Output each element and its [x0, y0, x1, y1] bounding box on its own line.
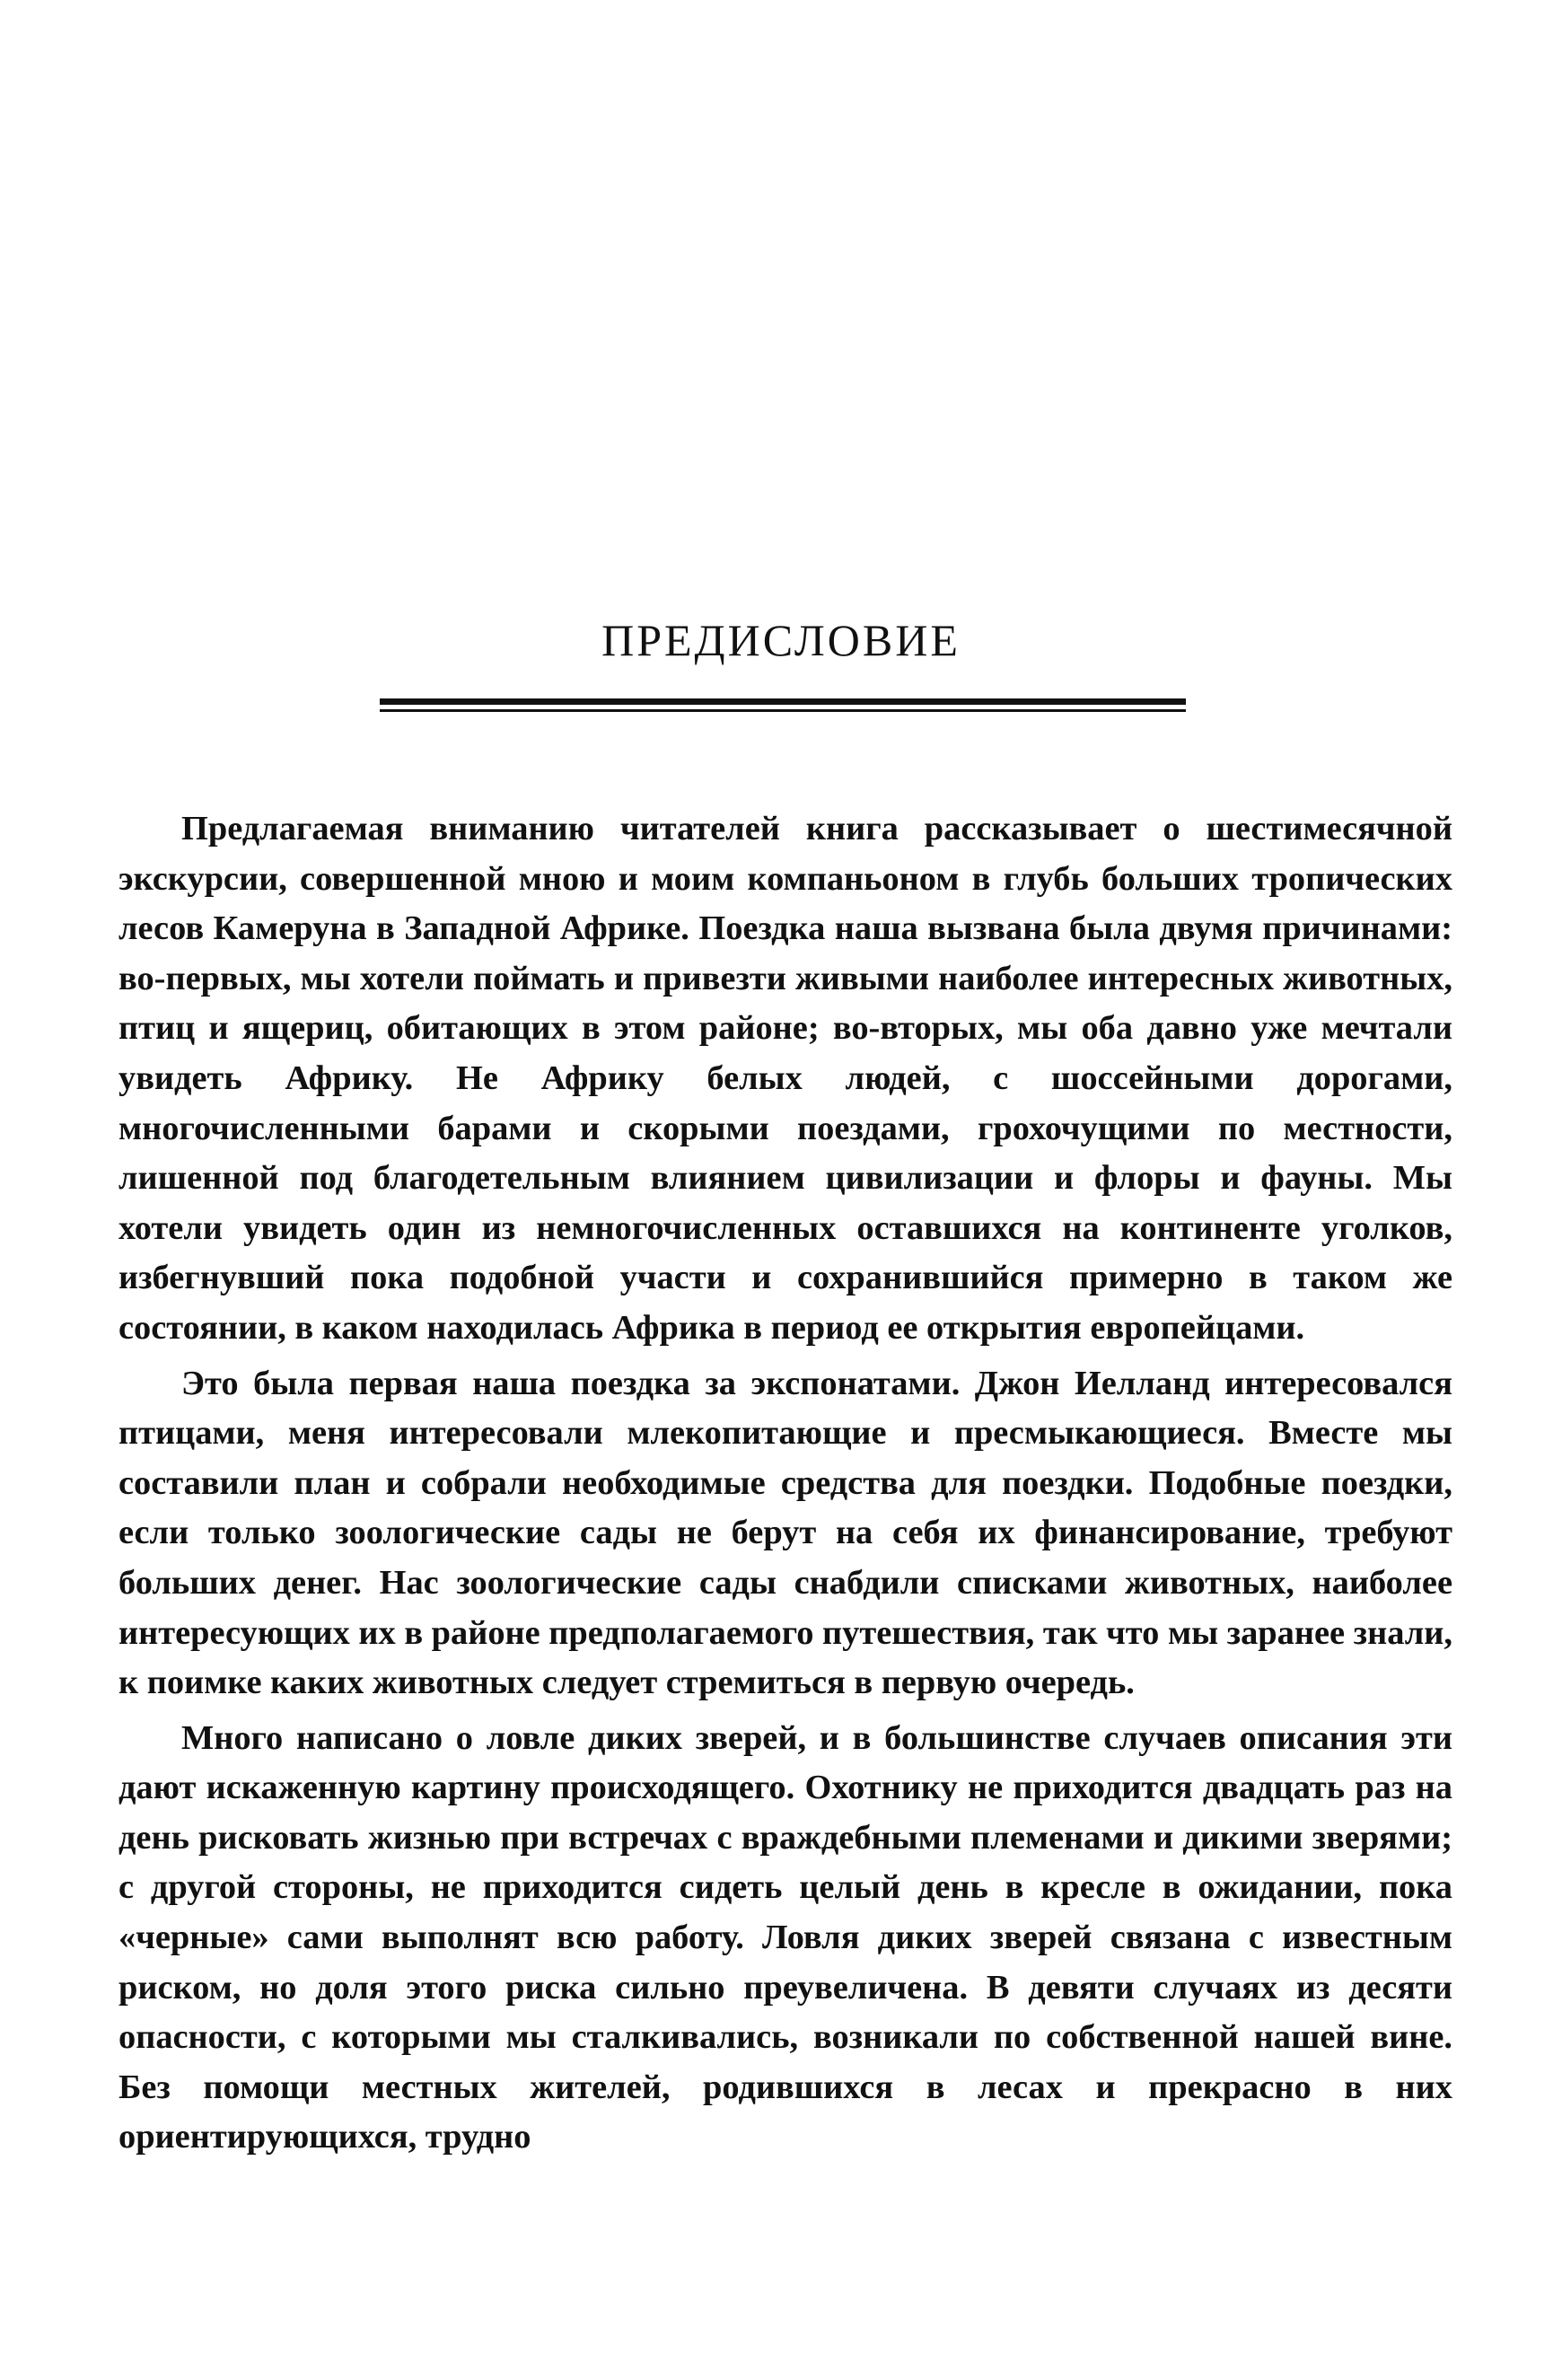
paragraph: Это была первая наша поездка за экспонатами. Джон Иелланд интересовался птицами, меня интересовали млекопитающие и пресмыкающиеся. Вместе мы составили план и собрали необходимые средства для поездки. Подобные поездки, если только зоологические сады не берут на себя их финансирование, требуют больших денег. Нас зоологические сады снабдили списками животных, наиболее интересующих их в районе предполагаемого путешествия, так что мы заранее знали, к поимке каких животных следует стремиться в первую очередь.	[118, 1364, 1452, 1702]
title-double-rule	[380, 698, 1186, 715]
rule-thick-line	[380, 698, 1186, 705]
rule-thin-line	[380, 709, 1186, 712]
paragraph: Предлагаемая вниманию читателей книга рассказывает о шестимесячной экскурсии, совершенной мною и моим компаньоном в глубь больших тропических лесов Камеруна в Западной Африке. Поездка наша вызвана была двумя причинами: во-первых, мы хотели поймать и привезти живыми наиболее интересных животных, птиц и ящериц, обитающих в этом районе; во-вторых, мы оба давно уже мечтали увидеть Африку. Не Африку белых людей, с шоссейными дорогами, многочисленными барами и скорыми поездами, грохочущими по местности, лишенной под благодетельным влиянием цивилизации и флоры и фауны. Мы хотели увидеть один из немногочисленных оставшихся на континенте уголков, избегнувший пока подобной участи и сохранившийся примерно в таком же состоянии, в каком находилась Африка в период ее открытия европейцами.	[118, 810, 1452, 1347]
chapter-heading	[377, 615, 1185, 665]
paragraph: Много написано о ловле диких зверей, и в большинстве случаев описания эти дают искаженную картину происходящего. Охотнику не приходится двадцать раз на день рисковать жизнью при встречах с враждебными племенами и дикими зверями; с другой стороны, не приходится сидеть целый день в кресле в ожидании, пока «черные» сами выполнят всю работу. Ловля диких зверей связана с известным риском, но доля этого риска сильно преувеличена. В девяти случаях из десяти опасности, с которыми мы сталкивались, возникали по собственной нашей вине. Без помощи местных жителей, родившихся в лесах и прекрасно в них ориентирующихся, трудно	[118, 1718, 1452, 2156]
body-text	[118, 804, 1452, 2163]
chapter-title: ПРЕДИСЛОВИЕ	[601, 615, 961, 665]
